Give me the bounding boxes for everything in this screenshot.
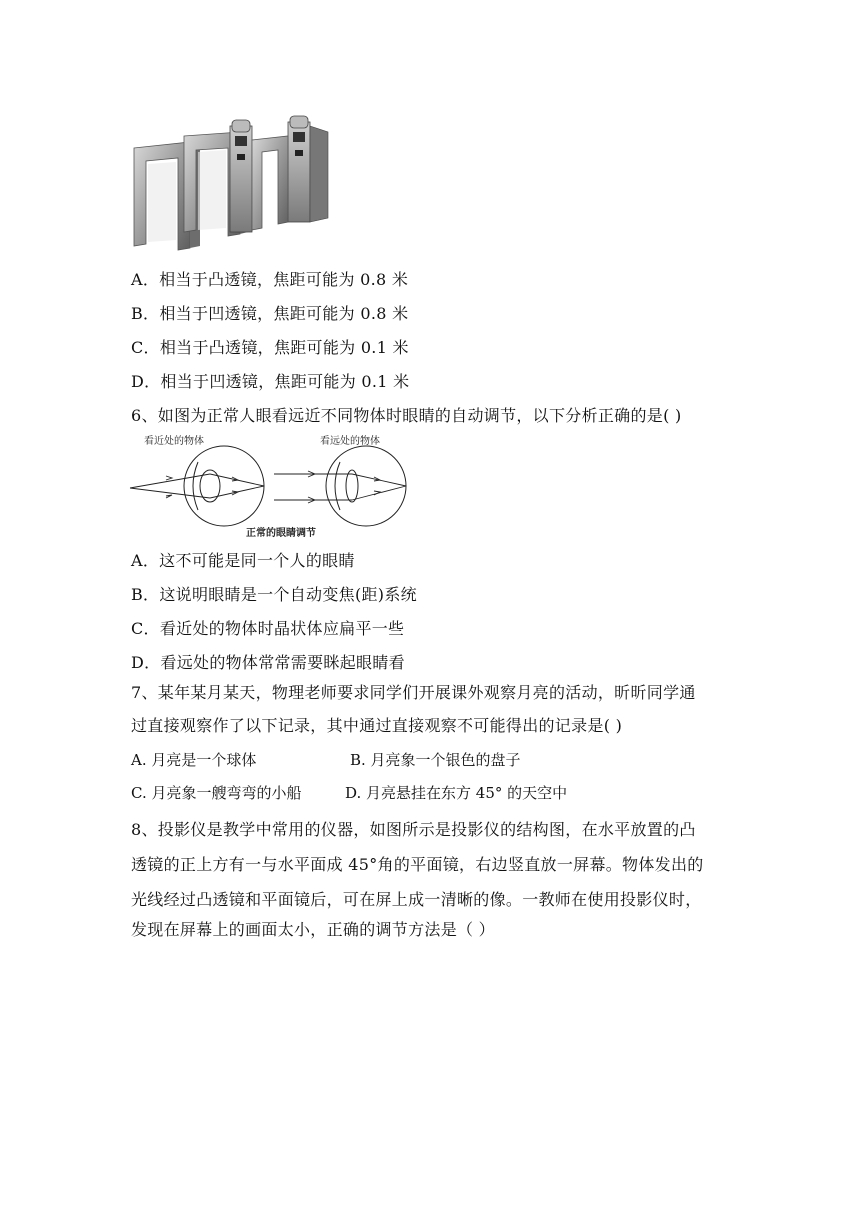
q8-line-2: 透镜的正上方有一与水平面成 45°角的平面镜，右边竖直放一屏幕。物体发出的 bbox=[131, 855, 704, 874]
q6-stem: 6、如图为正常人眼看远近不同物体时眼睛的自动调节，以下分析正确的是( ) bbox=[131, 406, 682, 425]
q8-line-4: 发现在屏幕上的画面太小，正确的调节方法是（ ） bbox=[131, 920, 495, 939]
q7-option-b: B. 月亮象一个银色的盘子 bbox=[350, 751, 521, 769]
q6-option-b: B．这说明眼睛是一个自动变焦(距)系统 bbox=[131, 585, 417, 604]
label-far-object: 看远处的物体 bbox=[320, 436, 380, 447]
q7-stem-line-1: 7、某年某月某天，物理老师要求同学们开展课外观察月亮的活动，昕昕同学通 bbox=[131, 683, 696, 702]
q5-option-c: C．相当于凸透镜，焦距可能为 0.1 米 bbox=[131, 338, 409, 357]
q8-line-3: 光线经过凸透镜和平面镜后，可在屏上成一清晰的像。一教师在使用投影仪时， bbox=[131, 890, 702, 909]
q7-option-d: D. 月亮悬挂在东方 45° 的天空中 bbox=[345, 784, 568, 802]
turnstile-gate-image bbox=[128, 112, 333, 254]
q8-line-1: 8、投影仪是教学中常用的仪器，如图所示是投影仪的结构图，在水平放置的凸 bbox=[131, 820, 696, 839]
eye-diagram-caption: 正常的眼睛调节 bbox=[246, 528, 316, 539]
q5-option-a: A．相当于凸透镜，焦距可能为 0.8 米 bbox=[131, 270, 409, 289]
eye-accommodation-diagram bbox=[128, 432, 410, 544]
q7-option-c: C. 月亮象一艘弯弯的小船 bbox=[131, 784, 302, 802]
q5-option-b: B．相当于凹透镜，焦距可能为 0.8 米 bbox=[131, 304, 409, 323]
label-near-object: 看近处的物体 bbox=[144, 436, 204, 447]
q6-option-a: A．这不可能是同一个人的眼睛 bbox=[131, 551, 355, 570]
q5-option-d: D．相当于凹透镜，焦距可能为 0.1 米 bbox=[131, 372, 410, 391]
q6-option-d: D．看远处的物体常常需要眯起眼睛看 bbox=[131, 653, 405, 672]
q7-stem-line-2: 过直接观察作了以下记录，其中通过直接观察不可能得出的记录是( ) bbox=[131, 716, 623, 735]
q6-option-c: C．看近处的物体时晶状体应扁平一些 bbox=[131, 619, 405, 638]
q7-option-a: A. 月亮是一个球体 bbox=[131, 751, 257, 769]
